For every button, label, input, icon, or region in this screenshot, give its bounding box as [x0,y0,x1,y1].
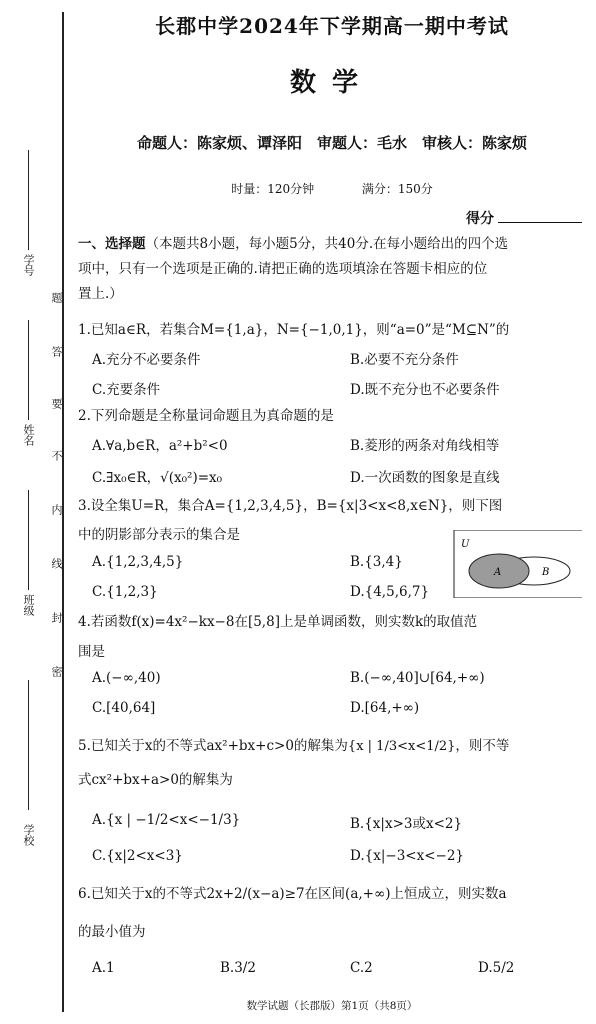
q2-option-b[interactable]: B.菱形的两条对角线相等 [350,438,500,454]
instructions-line: （本题共8小题，每小题5分，共40分.在每小题给出的四个选 [145,236,509,252]
venn-label-a: A [494,567,502,578]
q3-option-a[interactable]: A.{1,2,3,4,5} [92,554,184,570]
question-5-stem [78,736,584,757]
q2-option-d[interactable]: D.一次函数的图象是直线 [350,470,500,486]
student-id-blank [28,150,29,250]
class-label: 班级 [22,594,35,616]
exam-title: 长郡中学2024年下学期高一期中考试 [155,14,509,38]
q3-option-c[interactable]: C.{1,2,3} [92,584,158,600]
q5-stem-part: 5.已知关于x的不等式ax²+bx+c>0的解集为 [78,738,348,754]
question-3-stem: 3.设全集U=R，集合A={1,2,3,4,5}，B={x|3<x<8,x∈N}，则下图 [78,498,503,514]
venn-label-b: B [542,567,550,578]
seal-char: 答 [50,346,63,357]
name-label: 姓名 [22,424,35,446]
instructions-line: 项中，只有一个选项是正确的.请把正确的选项填涂在答题卡相应的位 [78,261,488,277]
venn-diagram [452,530,582,598]
question-6-stem-cont: 的最小值为 [78,924,146,940]
seal-char: 密 [50,666,63,677]
binding-margin [0,0,66,1024]
q5-solution-set: {x | 1/3<x<1/2} [347,739,456,754]
seal-char: 线 [50,558,63,569]
q1-option-d[interactable]: D.既不充分也不必要条件 [350,382,500,398]
full-score: 满分：150分 [361,182,433,196]
question-5-stem-cont: 式cx²+bx+a>0的解集为 [78,772,233,788]
q6-option-c[interactable]: C.2 [350,960,373,976]
seal-char: 要 [50,398,63,409]
q3-option-d[interactable]: D.{4,5,6,7} [350,584,430,600]
q3-option-b[interactable]: B.{3,4} [350,554,403,570]
question-4-stem: 4.若函数f(x)=4x²−kx−8在[5,8]上是单调函数，则实数k的取值范 [78,614,478,630]
school-blank [28,680,29,810]
page-footer: 数学试题（长郡版）第1页（共8页） [246,1000,418,1012]
q4-option-d[interactable]: D.[64,+∞) [350,700,420,716]
q5-option-c[interactable]: C.{x|2<x<3} [92,848,183,864]
q2-option-c[interactable]: C.∃x₀∈R，√(x₀²)=x₀ [92,470,223,486]
q4-option-c[interactable]: C.[40,64] [92,700,156,716]
seal-char: 不 [50,450,63,461]
q4-option-b[interactable]: B.(−∞,40]∪[64,+∞) [350,670,485,686]
student-id-label: 学号 [22,254,35,276]
time-score-line [78,180,586,197]
q5-option-b[interactable]: B.{x|x>3或x<2} [350,816,463,832]
time-limit: 时量：120分钟 [231,182,315,196]
score-blank[interactable] [498,210,582,223]
class-blank [28,490,29,590]
q1-option-b[interactable]: B.必要不充分条件 [350,352,459,368]
section-instructions [78,232,584,307]
q6-option-d[interactable]: D.5/2 [478,960,515,976]
name-blank [28,320,29,420]
seal-char: 题 [50,292,63,303]
question-6-stem: 6.已知关于x的不等式2x+2/(x−a)≥7在区间(a,+∞)上恒成立，则实数a [78,886,507,902]
venn-label-u: U [461,539,470,550]
question-1-stem: 1.已知a∈R，若集合M={1,a}，N={−1,0,1}，则“a=0”是“M⊆N”的 [78,322,510,338]
seal-char: 内 [50,504,63,515]
seal-char: 封 [50,612,63,623]
question-2-stem: 2.下列命题是全称量词命题且为真命题的是 [78,408,334,424]
q5-stem-part: ，则不等 [455,738,510,754]
q5-option-a[interactable]: A.{x | −1/2<x<−1/3} [92,812,241,828]
instructions-line: 置上.） [78,286,123,302]
q1-option-a[interactable]: A.充分不必要条件 [92,352,201,368]
school-label: 学校 [22,824,35,846]
question-4-stem-cont: 围是 [78,644,105,660]
q4-option-a[interactable]: A.(−∞,40) [92,670,161,686]
score-field[interactable] [466,208,582,228]
q6-option-b[interactable]: B.3/2 [220,960,256,976]
question-3-stem-cont: 中的阴影部分表示的集合是 [78,527,240,543]
q5-option-d[interactable]: D.{x|−3<x<−2} [350,848,465,864]
subject-title: 数学 [289,68,374,98]
section-heading: 一、选择题 [78,236,146,252]
q2-option-a[interactable]: A.∀a,b∈R，a²+b²<0 [92,438,228,454]
score-label: 得分 [466,211,494,227]
q6-option-a[interactable]: A.1 [92,960,115,976]
q1-option-c[interactable]: C.充要条件 [92,382,161,398]
authors-line: 命题人：陈家烦、谭泽阳 审题人：毛水 审核人：陈家烦 [136,134,527,152]
